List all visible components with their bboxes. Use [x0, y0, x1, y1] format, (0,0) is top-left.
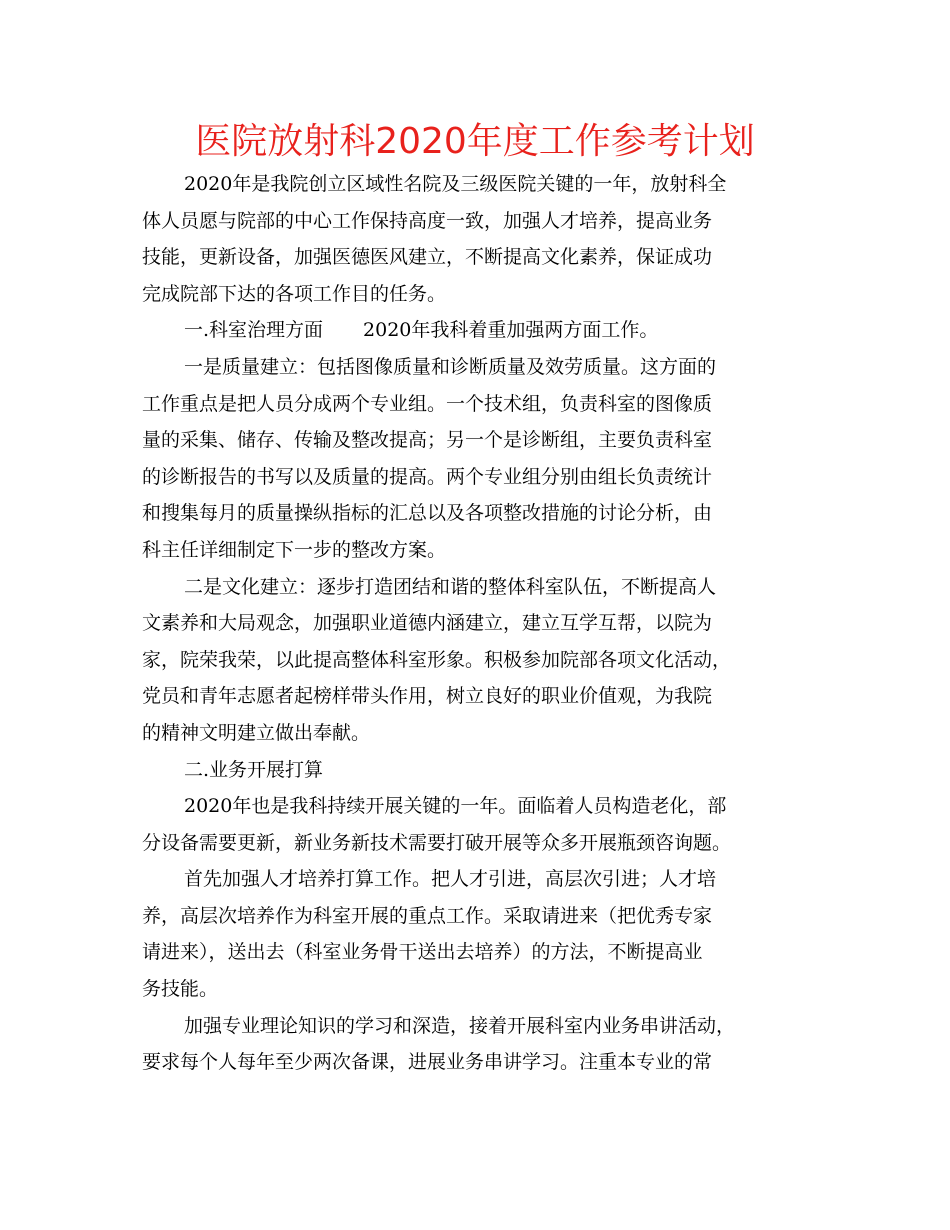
paragraph-line: 完成院部下达的各项工作目的任务。	[142, 282, 447, 305]
paragraph-line: 体人员愿与院部的中心工作保持高度一致，加强人才培养，提高业务	[142, 209, 713, 232]
paragraph-line: 量的采集、储存、传输及整改提高；另一个是诊断组，主要负责科室	[142, 429, 713, 452]
paragraph-line: 加强专业理论知识的学习和深造，接着开展科室内业务串讲活动，	[184, 1014, 736, 1037]
section-heading: 二.业务开展打算	[184, 758, 324, 781]
section-heading-text: 2020年我科着重加强两方面工作。	[363, 319, 659, 342]
paragraph-line: 文素养和大局观念，加强职业道德内涵建立，建立互学互帮，以院为	[142, 612, 713, 635]
paragraph-line: 技能，更新设备，加强医德医风建立，不断提高文化素养，保证成功	[142, 246, 713, 269]
section-heading: 一.科室治理方面	[184, 319, 324, 342]
paragraph-line: 请进来），送出去（科室业务骨干送出去培养）的方法，不断提高业	[142, 941, 703, 964]
paragraph-line: 要求每个人每年至少两次备课，进展业务串讲学习。注重本专业的常	[142, 1051, 713, 1074]
paragraph-line: 的精神文明建立做出奉献。	[142, 721, 371, 744]
paragraph-line: 党员和青年志愿者起榜样带头作用，树立良好的职业价值观，为我院	[142, 685, 713, 708]
paragraph-line: 养，高层次培养作为科室开展的重点工作。采取请进来（把优秀专家	[142, 904, 713, 927]
paragraph-line: 科主任详细制定下一步的整改方案。	[142, 538, 447, 561]
document-title: 医院放射科2020年度工作参考计划	[195, 121, 755, 162]
document-body	[142, 166, 822, 1081]
paragraph-line: 分设备需要更新，新业务新技术需要打破开展等众多开展瓶颈咨询题。	[142, 831, 732, 854]
paragraph-line: 和搜集每月的质量操纵指标的汇总以及各项整改措施的讨论分析，由	[142, 502, 713, 525]
paragraph-line: 务技能。	[142, 978, 219, 1001]
paragraph-line: 工作重点是把人员分成两个专业组。一个技术组，负责科室的图像质	[142, 392, 713, 415]
paragraph-line: 二是文化建立：逐步打造团结和谐的整体科室队伍，不断提高人	[184, 575, 717, 598]
paragraph-line: 的诊断报告的书写以及质量的提高。两个专业组分别由组长负责统计	[142, 465, 713, 488]
paragraph-line: 2020年是我院创立区域性名院及三级医院关键的一年，放射科全	[184, 173, 727, 195]
section-heading-line	[142, 312, 822, 349]
paragraph-line: 一是质量建立：包括图像质量和诊断质量及效劳质量。这方面的	[184, 355, 717, 378]
paragraph-line: 首先加强人才培养打算工作。把人才引进，高层次引进；人才培	[184, 868, 717, 891]
paragraph-line: 家，院荣我荣，以此提高整体科室形象。积极参加院部各项文化活动，	[142, 648, 732, 671]
paragraph-line: 2020年也是我科持续开展关键的一年。面临着人员构造老化，部	[184, 795, 727, 818]
